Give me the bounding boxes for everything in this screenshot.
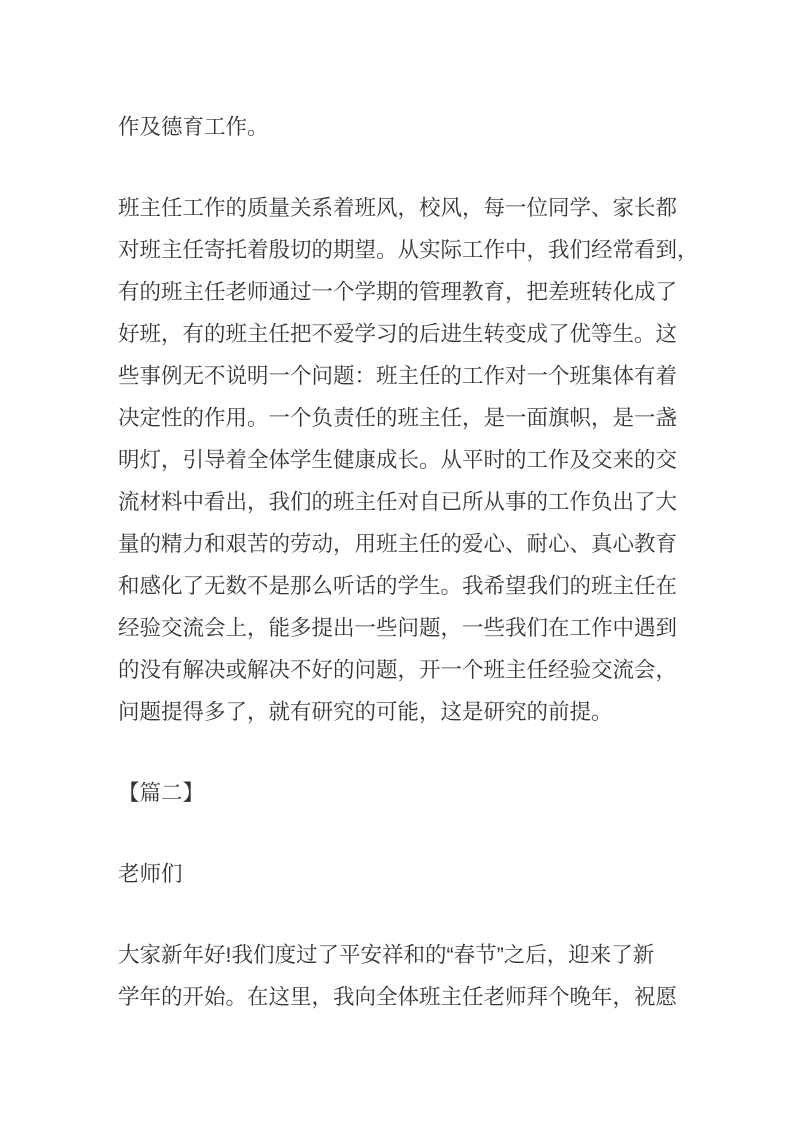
text-line: 些事例无不说明一个问题：班主任的工作对一个班集体有着 xyxy=(118,364,678,388)
text-line: 大家新年好!我们度过了平安祥和的“春节”之后，迎来了新 xyxy=(118,943,655,967)
text-line: 和感化了无数不是那么听话的学生。我希望我们的班主任在 xyxy=(118,574,678,598)
text-line: 的没有解决或解决不好的问题，开一个班主任经验交流会， xyxy=(118,658,678,682)
text-line: 学年的开始。在这里，我向全体班主任老师拜个晚年，祝愿 xyxy=(118,985,678,1009)
text-line: 老师们 xyxy=(118,862,183,886)
text-line: 流材料中看出，我们的班主任对自已所从事的工作负出了大 xyxy=(118,490,678,514)
text-line: 【篇二】 xyxy=(118,781,205,805)
text-line: 有的班主任老师通过一个学期的管理教育，把差班转化成了 xyxy=(118,280,678,304)
paragraph-main xyxy=(118,187,773,733)
text-line: 明灯，引导着全体学生健康成长。从平时的工作及交来的交 xyxy=(118,448,678,472)
paragraph-new-year xyxy=(118,934,773,1018)
text-line: 对班主任寄托着殷切的期望。从实际工作中，我们经常看到， xyxy=(118,238,699,262)
text-line: 决定性的作用。一个负责任的班主任，是一面旗帜，是一盏 xyxy=(118,406,678,430)
text-line: 班主任工作的质量关系着班风，校风，每一位同学、家长都 xyxy=(118,196,678,220)
text-line: 问题提得多了，就有研究的可能，这是研究的前提。 xyxy=(118,700,613,724)
paragraph-continuation xyxy=(118,106,773,148)
text-line: 量的精力和艰苦的劳动，用班主任的爱心、耐心、真心教育 xyxy=(118,532,678,556)
text-line: 作及德育工作。 xyxy=(118,115,269,139)
section-heading-two xyxy=(118,772,773,814)
document-body xyxy=(118,106,773,1018)
text-line: 经验交流会上，能多提出一些问题，一些我们在工作中遇到 xyxy=(118,616,678,640)
text-line: 好班，有的班主任把不爱学习的后进生转变成了优等生。这 xyxy=(118,322,678,346)
salutation xyxy=(118,853,773,895)
